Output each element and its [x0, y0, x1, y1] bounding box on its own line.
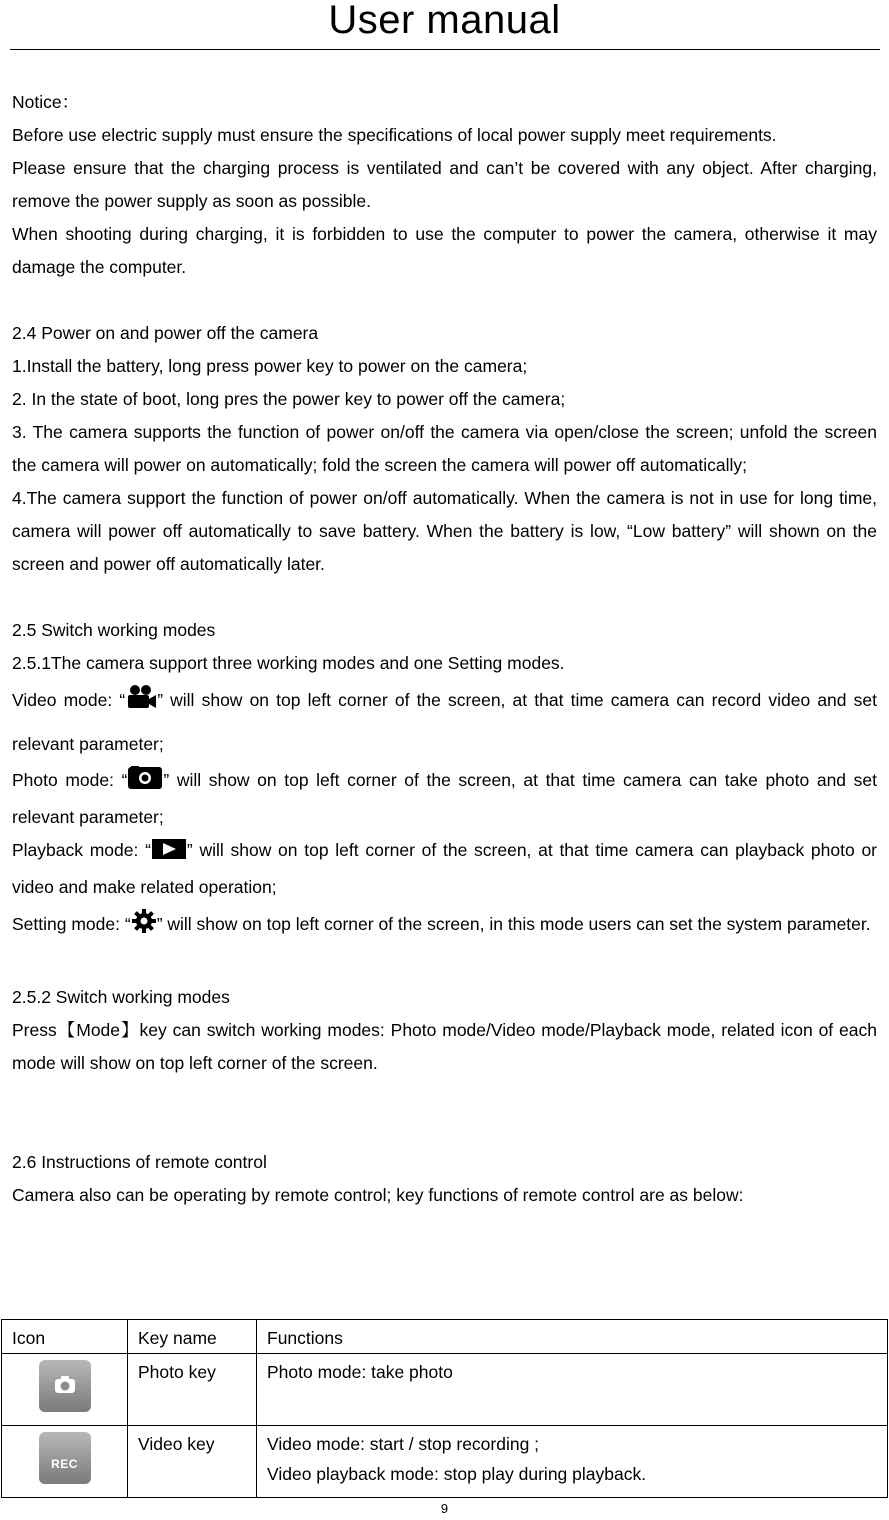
spacer	[12, 581, 877, 614]
page-title: User manual	[328, 0, 561, 42]
open-quote: “	[121, 770, 128, 790]
mode-label: Video mode:	[12, 690, 120, 710]
table-cell-functions	[257, 1426, 888, 1498]
close-quote: ”	[157, 690, 164, 710]
table-header-functions: Functions	[257, 1320, 888, 1354]
spacer	[12, 1113, 877, 1146]
play-icon	[151, 838, 187, 871]
video-mode-description	[12, 680, 877, 764]
remote-rec-key-icon	[39, 1432, 91, 1484]
page-number: 9	[440, 1501, 449, 1516]
remote-key-table	[1, 1319, 888, 1498]
table-cell-key-name: Video key	[128, 1426, 257, 1498]
photo-mode-description	[12, 764, 877, 834]
setting-mode-description	[12, 904, 877, 948]
mode-text: will show on top left corner of the screen, in this mode users can set the system parameter.	[162, 914, 871, 934]
close-quote: ”	[163, 770, 170, 790]
close-quote: ”	[156, 914, 163, 934]
gear-icon	[131, 908, 157, 948]
section-heading-2-5-2: 2.5.2 Switch working modes	[12, 987, 230, 1007]
manual-body	[12, 86, 877, 1212]
photo-camera-icon	[127, 766, 163, 801]
close-quote: ”	[186, 840, 193, 860]
notice-item: Before use electric supply must ensure the specifications of local power supply meet requirements.	[12, 125, 777, 145]
function-line: Photo mode: take photo	[267, 1362, 453, 1382]
power-step: 2. In the state of boot, long pres the power key to power off the camera;	[12, 389, 566, 409]
power-step: 1.Install the battery, long press power key to power on the camera;	[12, 356, 528, 376]
section-heading-2-6: 2.6 Instructions of remote control	[12, 1152, 267, 1172]
section-intro-2-5-1: 2.5.1The camera support three working modes and one Setting modes.	[12, 653, 565, 673]
mode-label: Photo mode:	[12, 770, 122, 790]
notice-item: When shooting during charging, it is forbidden to use the computer to power the camera, otherwise it may damage the computer.	[12, 224, 877, 277]
table-header-key-name: Key name	[128, 1320, 257, 1354]
rec-label: REC	[51, 1457, 78, 1471]
remote-photo-key-icon	[39, 1360, 91, 1412]
mode-text: will show on top left corner of the screen, at that time camera can take photo and set relevant parameter;	[12, 770, 877, 827]
power-step: 4.The camera support the function of power on/off automatically. When the camera is not in use for long time, camera will power off automatically to save battery. When the battery is low, “Low battery” will shown on the screen and power off automatically later.	[12, 488, 877, 574]
section-heading-2-5: 2.5 Switch working modes	[12, 620, 216, 640]
table-header-row	[2, 1320, 888, 1354]
notice-heading: Notice：	[12, 92, 80, 112]
table-cell-icon	[2, 1354, 128, 1426]
section-heading-2-4: 2.4 Power on and power off the camera	[12, 323, 319, 343]
table-header-icon: Icon	[2, 1320, 128, 1354]
spacer	[12, 1080, 877, 1113]
video-camera-icon	[125, 684, 157, 724]
open-quote: “	[124, 914, 131, 934]
mode-label: Playback mode:	[12, 840, 146, 860]
table-cell-icon	[2, 1426, 128, 1498]
mode-text: will show on top left corner of the screen, at that time camera can record video and set relevant parameter;	[12, 690, 877, 754]
remote-control-intro: Camera also can be operating by remote control; key functions of remote control are as below:	[12, 1185, 744, 1205]
open-quote: “	[145, 840, 151, 860]
function-line: Video playback mode: stop play during playback.	[267, 1464, 647, 1484]
playback-mode-description	[12, 834, 877, 904]
spacer	[12, 284, 877, 317]
spacer	[12, 948, 877, 981]
title-divider	[10, 49, 880, 50]
mode-text: will show on top left corner of the screen, at that time camera can playback photo or video and make related operation;	[12, 840, 877, 897]
open-quote: “	[119, 690, 126, 710]
power-step: 3. The camera supports the function of power on/off the camera via open/close the screen; unfold the screen the camera will power on automatically; fold the screen the camera will power off automatically;	[12, 422, 877, 475]
mode-switch-text: Press【Mode】key can switch working modes: Photo mode/Video mode/Playback mode, related icon of each mode will show on top left corner of the screen.	[12, 1020, 877, 1073]
table-row	[2, 1426, 888, 1498]
notice-item: Please ensure that the charging process is ventilated and can’t be covered with any object. After charging, remove the power supply as soon as possible.	[12, 158, 877, 211]
table-row	[2, 1354, 888, 1426]
mode-label: Setting mode:	[12, 914, 125, 934]
table-cell-functions	[257, 1354, 888, 1426]
function-line: Video mode: start / stop recording ;	[267, 1434, 540, 1454]
table-cell-key-name: Photo key	[128, 1354, 257, 1426]
